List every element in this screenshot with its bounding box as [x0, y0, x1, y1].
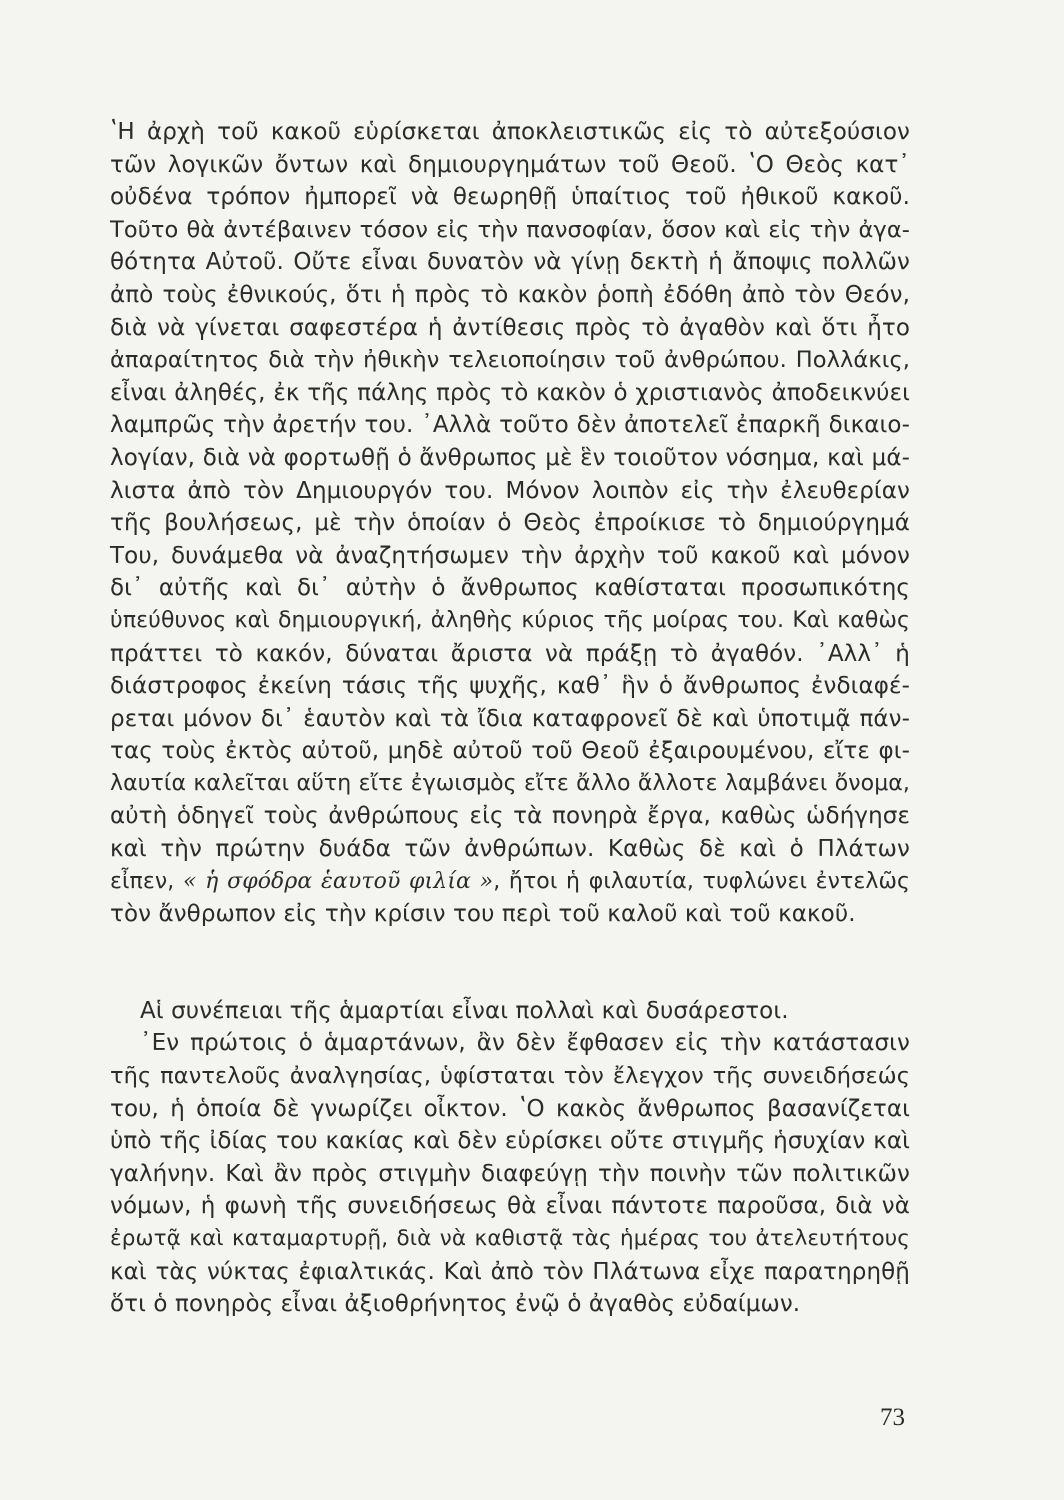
text-line: τῶν λογικῶν ὄντων καὶ δημιουργημάτων τοῦ Θεοῦ. ʽΟ Θεὸς κατ᾽: [110, 151, 910, 178]
text-line: ἀπαραίτητος διὰ τὴν ἠθικὴν τελειοποίησιν τοῦ ἀνθρώπου. Πολλάκις,: [110, 347, 910, 374]
text-line: ὑπεύθυνος καὶ δημιουργική, ἀληθὴς κύριος τῆς μοίρας του. Καὶ καθὼς: [110, 607, 910, 633]
text-line: διάστροφος ἐκείνη τάσις τῆς ψυχῆς, καθ᾽ ἣν ὁ ἄνθρωπος ἐνδιαφέ-: [110, 673, 910, 700]
text-line: εἶναι ἀληθές, ἐκ τῆς πάλης πρὸς τὸ κακὸν ὁ χριστιανὸς ἀποδεικνύει: [110, 379, 910, 406]
text-line-last: ὅτι ὁ πονηρὸς εἶναι ἀξιοθρήνητος ἐνῷ ὁ ἀγαθὸς εὐδαίμων.: [110, 1291, 801, 1318]
text-line: καὶ τὰς νύκτας ἐφιαλτικάς. Καὶ ἀπὸ τὸν Πλάτωνα εἶχε παρατηρηθῇ: [110, 1258, 910, 1285]
text-line: γαλήνην. Καὶ ἂν πρὸς στιγμὴν διαφεύγῃ τὴν ποινὴν τῶν πολιτικῶν: [110, 1160, 910, 1187]
text-line: ᾽Εν πρώτοις ὁ ἁμαρτάνων, ἂν δὲν ἔφθασεν εἰς τὴν κατάστασιν: [140, 1030, 910, 1057]
text-line: λιστα ἀπὸ τὸν Δημιουργόν του. Μόνον λοιπὸν εἰς τὴν ἐλευθερίαν: [110, 477, 910, 504]
text-line: αὐτὴ ὁδηγεῖ τοὺς ἀνθρώπους εἰς τὰ πονηρὰ ἔργα, καθὼς ὡδήγησε: [110, 803, 910, 830]
text-line-first: Αἱ συνέπειαι τῆς ἁμαρτίαι εἶναι πολλαὶ καὶ δυσάρεστοι.: [140, 997, 789, 1024]
text-line: ἐρωτᾷ καὶ καταμαρτυρῇ, διὰ νὰ καθιστᾷ τὰς ἡμέρας του ἀτελευτήτους: [110, 1226, 910, 1251]
text-line: λογίαν, διὰ νὰ φορτωθῇ ὁ ἄνθρωπος μὲ ἓν τοιοῦτον νόσημα, καὶ μά-: [110, 444, 910, 471]
text-line: Τοῦτο θὰ ἀντέβαινεν τόσον εἰς τὴν πανσοφίαν, ὅσον καὶ εἰς τὴν ἀγα-: [110, 216, 910, 243]
text-line: ρεται μόνον δι᾽ ἑαυτὸν καὶ τὰ ἴδια καταφρονεῖ δὲ καὶ ὑποτιμᾷ πάν-: [110, 705, 910, 732]
text-line: ἀπὸ τοὺς ἐθνικούς, ὅτι ἡ πρὸς τὸ κακὸν ῥοπὴ ἐδόθη ἀπὸ τὸν Θεόν,: [110, 281, 910, 308]
text-line: Του, δυνάμεθα νὰ ἀναζητήσωμεν τὴν ἀρχὴν τοῦ κακοῦ καὶ μόνον: [110, 542, 910, 569]
quote-prefix: εἶπεν,: [110, 868, 183, 894]
text-line-with-quote: [110, 866, 910, 899]
text-line-last: τὸν ἄνθρωπον εἰς τὴν κρίσιν του περὶ τοῦ καλοῦ καὶ τοῦ κακοῦ.: [110, 901, 856, 928]
text-line: ʽΗ ἀρχὴ τοῦ κακοῦ εὑρίσκεται ἀποκλειστικῶς εἰς τὸ αὐτεξούσιον: [110, 119, 910, 145]
plato-quote: « ἡ σφόδρα ἑαυτοῦ φιλία »: [182, 868, 494, 894]
text-line: ὑπὸ τῆς ἰδίας του κακίας καὶ δὲν εὑρίσκει οὔτε στιγμῆς ἡσυχίαν καὶ: [110, 1128, 910, 1155]
text-line: τῆς παντελοῦς ἀναλγησίας, ὑφίσταται τὸν ἔλεγχον τῆς συνειδήσεώς: [110, 1063, 910, 1090]
text-line: λαμπρῶς τὴν ἀρετήν του. ᾽Αλλὰ τοῦτο δὲν ἀποτελεῖ ἐπαρκῆ δικαιο-: [110, 412, 910, 439]
paragraph-origin-of-evil: [110, 116, 910, 931]
text-line: λαυτία καλεῖται αὕτη εἴτε ἐγωισμὸς εἴτε ἄλλο ἄλλοτε λαμβάνει ὄνομα,: [110, 770, 910, 796]
text-line: τας τοὺς ἐκτὸς αὐτοῦ, μηδὲ αὐτοῦ τοῦ Θεοῦ ἐξαιρουμένου, εἴτε φι-: [110, 738, 910, 765]
quote-suffix: , ἤτοι ἡ φιλαυτία, τυφλώνει ἐντελῶς: [493, 868, 910, 894]
page-number: 73: [880, 1404, 905, 1431]
text-line: καὶ τὴν πρώτην δυάδα τῶν ἀνθρώπων. Καθὼς δὲ καὶ ὁ Πλάτων: [110, 836, 910, 863]
text-line: νόμων, ἡ φωνὴ τῆς συνειδήσεως θὰ εἶναι πάντοτε παροῦσα, διὰ νὰ: [110, 1193, 910, 1220]
page-body: [110, 116, 910, 1321]
text-line: του, ἡ ὁποία δὲ γνωρίζει οἶκτον. ʽΟ κακὸς ἄνθρωπος βασανίζεται: [110, 1095, 910, 1122]
text-line: θότητα Αὐτοῦ. Οὔτε εἶναι δυνατὸν νὰ γίνῃ δεκτὴ ἡ ἄποψις πολλῶν: [110, 249, 910, 276]
text-line: τῆς βουλήσεως, μὲ τὴν ὁποίαν ὁ Θεὸς ἐπροίκισε τὸ δημιούργημά: [110, 510, 910, 537]
text-line: πράττει τὸ κακόν, δύναται ἄριστα νὰ πράξῃ τὸ ἀγαθόν. ᾽Αλλ᾽ ἡ: [110, 640, 910, 667]
paragraph-consequences-of-sin: [110, 995, 910, 1321]
text-line: διὰ νὰ γίνεται σαφεστέρα ἡ ἀντίθεσις πρὸς τὸ ἀγαθὸν καὶ ὅτι ἦτο: [110, 314, 910, 341]
text-line: οὐδένα τρόπον ἠμπορεῖ νὰ θεωρηθῇ ὑπαίτιος τοῦ ἠθικοῦ κακοῦ.: [110, 184, 910, 211]
text-line: δι᾽ αὐτῆς καὶ δι᾽ αὐτὴν ὁ ἄνθρωπος καθίσταται προσωπικότης: [110, 575, 910, 602]
